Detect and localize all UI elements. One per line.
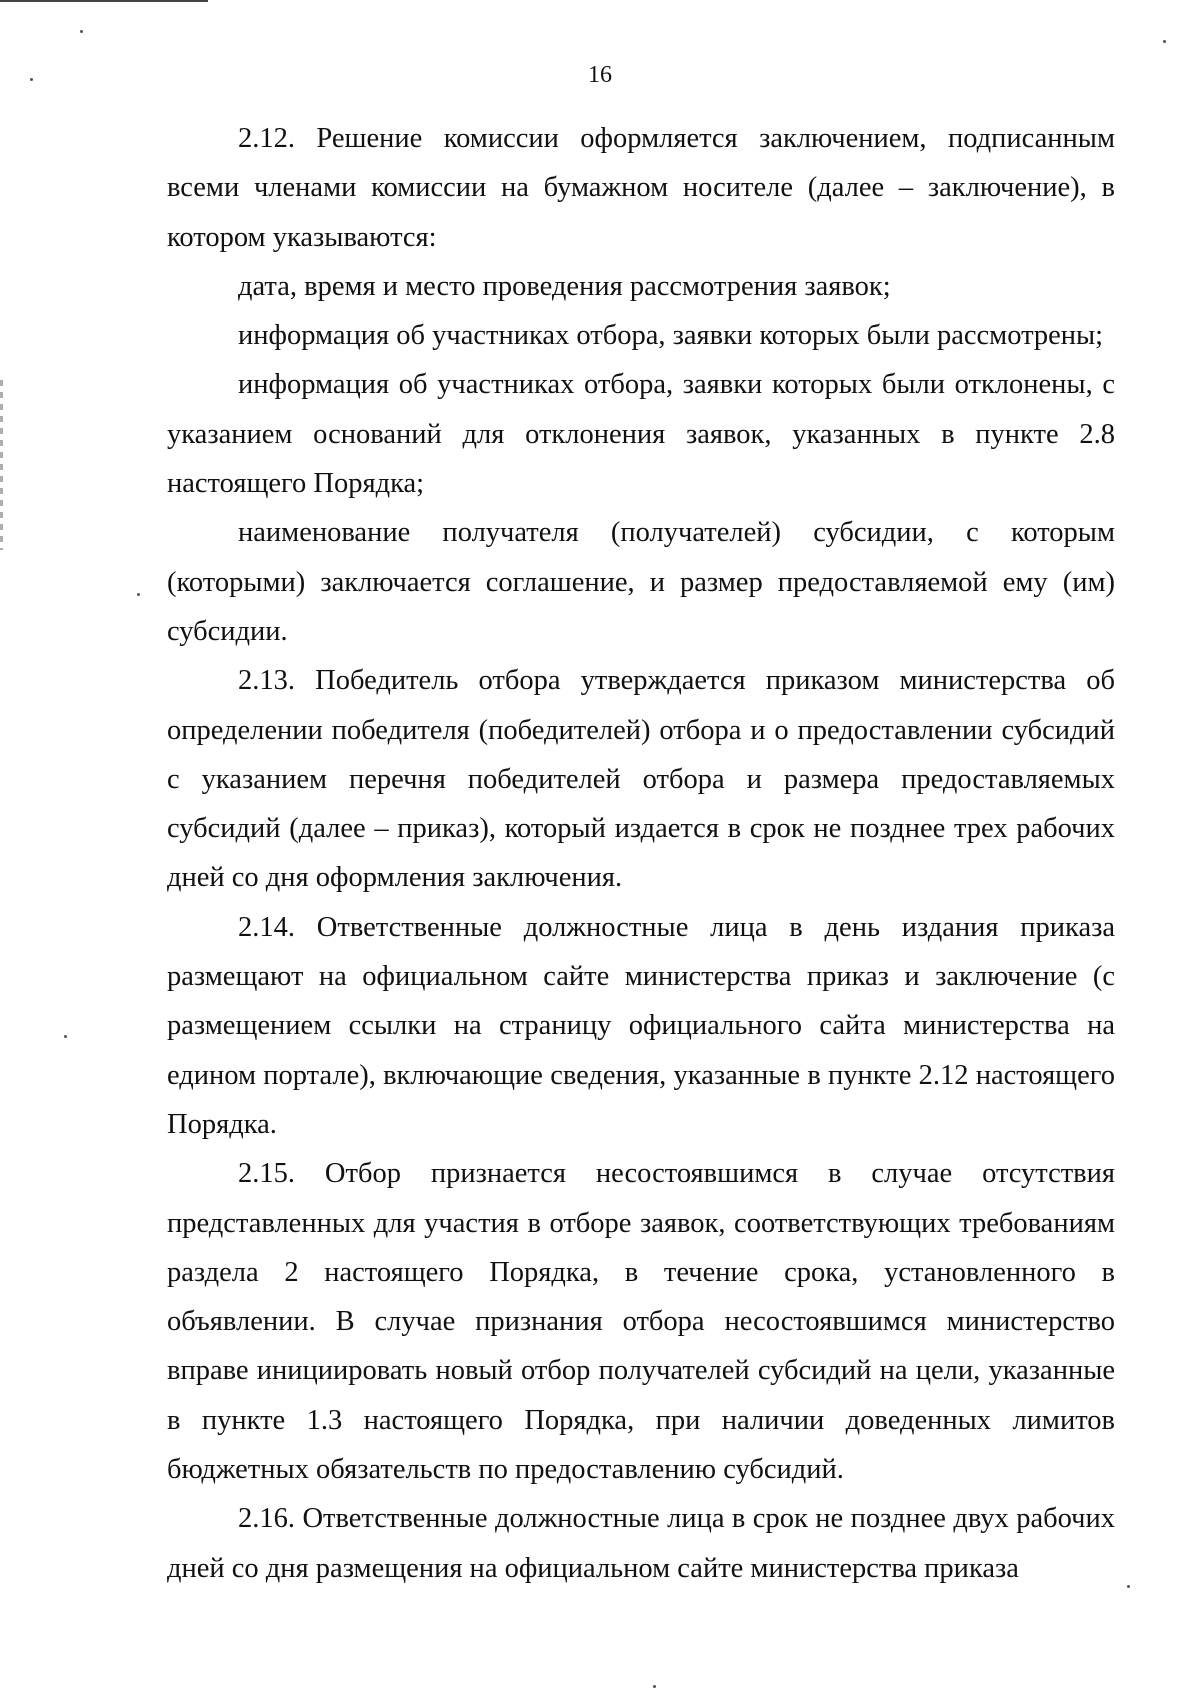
paragraph-2-16: 2.16. Ответственные должностные лица в срок не позднее двух рабочих дней со дня размещения на официальном сайте министерства приказа [167, 1503, 1115, 1584]
paragraph-2-12: 2.12. Решение комиссии оформляется заключением, подписанным всеми членами комиссии на бумажном носителе (далее – заключение), в котором указываются: [167, 123, 1115, 253]
document-body [167, 114, 1115, 1593]
scan-speck [1163, 40, 1166, 43]
scan-speck [80, 30, 83, 33]
page-number: 16 [588, 62, 612, 88]
list-item-rejected-participants: информация об участниках отбора, заявки которых были отклонены, с указанием оснований для отклонения заявок, указанных в пункте 2.8 настоящего Порядка; [167, 369, 1115, 500]
scan-speck [137, 593, 140, 596]
paragraph-2-14: 2.14. Ответственные должностные лица в день издания приказа размещают на официальном сайте министерства приказ и заключение (с размещением ссылки на страницу официального сайта министерства на едином портале), включающие сведения, указанные в пункте 2.12 настоящего Порядка. [167, 911, 1115, 1140]
scan-speck [1127, 1585, 1130, 1588]
list-item-reviewed-participants: информация об участниках отбора, заявки которых были рассмотрены; [238, 320, 1104, 352]
paragraph-2-13: 2.13. Победитель отбора утверждается приказом министерства об определении победителя (победителей) отбора и о предоставлении субсидий с указанием перечня победителей отбора и размера предоставляемых субсидий (далее – приказ), который издается в срок не позднее трех рабочих дней со дня оформления заключения. [167, 665, 1115, 894]
scan-left-edge [0, 380, 3, 550]
list-item-recipient-name: наименование получателя (получателей) субсидии, с которым (которыми) заключается соглашение, и размер предоставляемой ему (им) субсидии. [167, 517, 1115, 647]
scan-speck [64, 1035, 67, 1038]
scan-top-rule [0, 0, 208, 2]
scan-speck [653, 1685, 656, 1688]
list-item-date-time-place: дата, время и место проведения рассмотрения заявок; [238, 270, 891, 302]
paragraph-2-15: 2.15. Отбор признается несостоявшимся в случае отсутствия представленных для участия в отборе заявок, соответствующих требованиям раздела 2 настоящего Порядка, в течение срока, установленного в объявлении. В случае признания отбора несостоявшимся министерство вправе инициировать новый отбор получателей субсидий на цели, указанные в пункте 1.3 настоящего Порядка, при наличии доведенных лимитов бюджетных обязательств по предоставлению субсидий. [167, 1158, 1115, 1486]
